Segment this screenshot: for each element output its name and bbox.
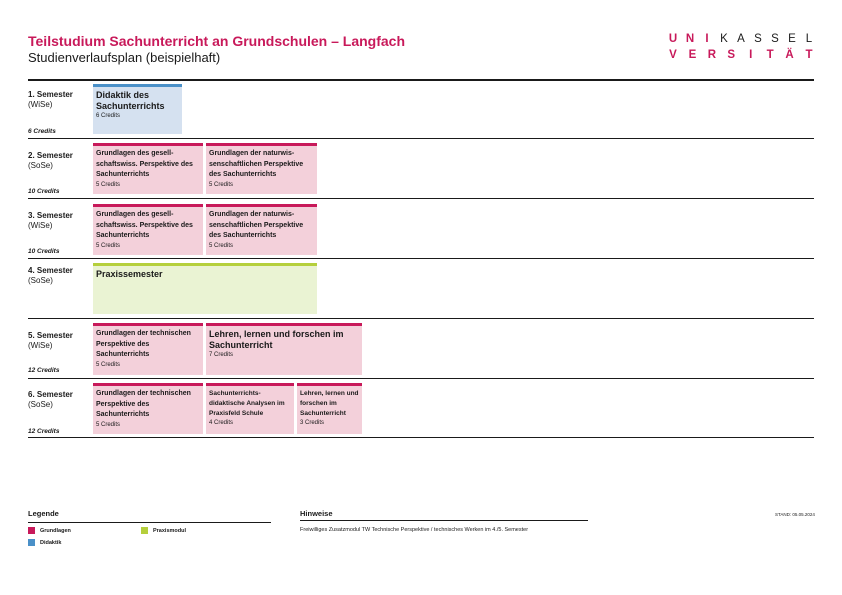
hints-heading: Hinweise xyxy=(300,509,333,518)
row-divider xyxy=(28,437,814,438)
module-title: Grundlagen der naturwis-senschaftlichen Perspektive des Sachunterrichts xyxy=(209,150,304,178)
module-title: Lehren, lernen und forschen im Sachunterricht xyxy=(209,329,344,350)
semester-name: 5. Semester xyxy=(28,331,73,340)
logo-letter: I xyxy=(705,33,709,45)
module-technische-grundlagen[interactable] xyxy=(93,383,203,434)
row-divider xyxy=(28,258,814,259)
legend-swatch xyxy=(28,539,35,546)
semester-5-label xyxy=(28,331,73,351)
semester-3-label xyxy=(28,211,73,231)
logo-letter: A xyxy=(737,33,745,45)
module-credits: 5 Credits xyxy=(96,421,121,428)
legend-item-grundlagen xyxy=(28,527,71,534)
logo-letter: E xyxy=(688,49,697,61)
module-title: Sachunterrichts-didaktische Analysen im Praxisfeld Schule xyxy=(209,390,285,417)
module-praxissemester[interactable] xyxy=(93,263,317,314)
logo-letter: K xyxy=(720,33,728,45)
legend-label: Didaktik xyxy=(40,539,62,546)
module-didaktische-analysen[interactable] xyxy=(206,383,294,434)
header-divider xyxy=(28,79,814,81)
logo-letter: S xyxy=(754,33,762,45)
stand-date: STAND: 05.05.2024 xyxy=(775,512,815,517)
logo-letter: E xyxy=(788,33,796,45)
module-credits: 6 Credits xyxy=(96,113,121,119)
logo-letter: S xyxy=(727,49,736,61)
page-title: Teilstudium Sachunterricht an Grundschulen – Langfach xyxy=(28,33,406,49)
row-divider xyxy=(28,138,814,139)
semester-term: (SoSe) xyxy=(28,276,53,285)
module-title: Praxissemester xyxy=(96,269,163,279)
legend-swatch xyxy=(141,527,148,534)
module-credits: 5 Credits xyxy=(209,181,234,188)
module-title: Grundlagen der technischen Perspektive des Sachunterrichts xyxy=(96,330,191,358)
module-credits: 5 Credits xyxy=(96,361,121,368)
module-title: Grundlagen der technischen Perspektive des Sachunterrichts xyxy=(96,390,191,418)
module-lehren-lernen-forschen[interactable] xyxy=(297,383,362,434)
logo-letter: I xyxy=(749,49,753,61)
semester-name: 2. Semester xyxy=(28,151,73,160)
semester-term: (WiSe) xyxy=(28,341,53,350)
logo-letter: T xyxy=(766,49,774,61)
module-didaktik[interactable] xyxy=(93,84,182,134)
hints-divider xyxy=(300,520,588,521)
module-credits: 7 Credits xyxy=(209,352,234,358)
module-title: Grundlagen des gesell-schaftswiss. Perspektive des Sachunterrichts xyxy=(96,150,193,178)
semester-term: (SoSe) xyxy=(28,400,53,409)
legend-label: Grundlagen xyxy=(40,527,71,534)
semester-6-credits: 12 Credits xyxy=(28,428,60,435)
semester-term: (WiSe) xyxy=(28,221,53,230)
semester-name: 1. Semester xyxy=(28,90,73,99)
semester-6-label xyxy=(28,390,73,410)
module-credits: 5 Credits xyxy=(96,242,121,249)
module-title: Lehren, lernen und forschen im Sachunterricht xyxy=(300,390,359,417)
legend-heading: Legende xyxy=(28,509,59,518)
module-gesellschaftswiss-grundlagen[interactable] xyxy=(93,143,203,194)
module-title: Grundlagen des gesell-schaftswiss. Perspektive des Sachunterrichts xyxy=(96,211,193,239)
logo-letter: Ä xyxy=(785,49,794,61)
semester-1-label xyxy=(28,90,73,110)
semester-4-label xyxy=(28,266,73,286)
page-subtitle: Studienverlaufsplan (beispielhaft) xyxy=(28,50,221,65)
logo-row-1 xyxy=(667,32,815,46)
module-technische-grundlagen[interactable] xyxy=(93,323,203,375)
logo-letter: N xyxy=(685,33,695,45)
logo-letter: S xyxy=(771,33,779,45)
logo-letter: T xyxy=(805,49,813,61)
semester-2-credits: 10 Credits xyxy=(28,188,60,195)
semester-5-credits: 12 Credits xyxy=(28,367,60,374)
semester-2-label xyxy=(28,151,73,171)
module-gesellschaftswiss-grundlagen[interactable] xyxy=(93,204,203,255)
semester-1-credits: 6 Credits xyxy=(28,128,56,135)
legend-divider xyxy=(28,522,271,523)
legend-label: Praxismodul xyxy=(153,527,187,534)
row-divider xyxy=(28,198,814,199)
row-divider xyxy=(28,318,814,319)
logo-row-2 xyxy=(667,48,815,62)
semester-name: 3. Semester xyxy=(28,211,73,220)
module-credits: 5 Credits xyxy=(209,242,234,249)
module-title: Didaktik des Sachunterrichts xyxy=(96,90,165,111)
legend-swatch xyxy=(28,527,35,534)
semester-3-credits: 10 Credits xyxy=(28,248,60,255)
module-title: Grundlagen der naturwis-senschaftlichen Perspektive des Sachunterrichts xyxy=(209,211,304,239)
module-naturwiss-grundlagen[interactable] xyxy=(206,204,317,255)
legend-item-praxismodul xyxy=(141,527,186,534)
module-lehren-lernen-forschen[interactable] xyxy=(206,323,362,375)
university-logo xyxy=(667,32,815,62)
logo-letter: L xyxy=(805,33,813,45)
row-divider xyxy=(28,378,814,379)
logo-letter: U xyxy=(668,33,678,45)
logo-letter: V xyxy=(669,49,677,61)
semester-name: 6. Semester xyxy=(28,390,73,399)
logo-letter: R xyxy=(707,49,716,61)
module-credits: 3 Credits xyxy=(300,420,325,426)
semester-term: (WiSe) xyxy=(28,100,53,109)
module-credits: 4 Credits xyxy=(209,420,234,426)
semester-name: 4. Semester xyxy=(28,266,73,275)
legend-item-didaktik xyxy=(28,539,61,546)
hints-text: Freiwilliges Zusatzmodul TW Technische Perspektive / technisches Werken im 4./5. Semester xyxy=(300,527,529,533)
module-credits: 5 Credits xyxy=(96,181,121,188)
semester-term: (SoSe) xyxy=(28,161,53,170)
module-naturwiss-grundlagen[interactable] xyxy=(206,143,317,194)
